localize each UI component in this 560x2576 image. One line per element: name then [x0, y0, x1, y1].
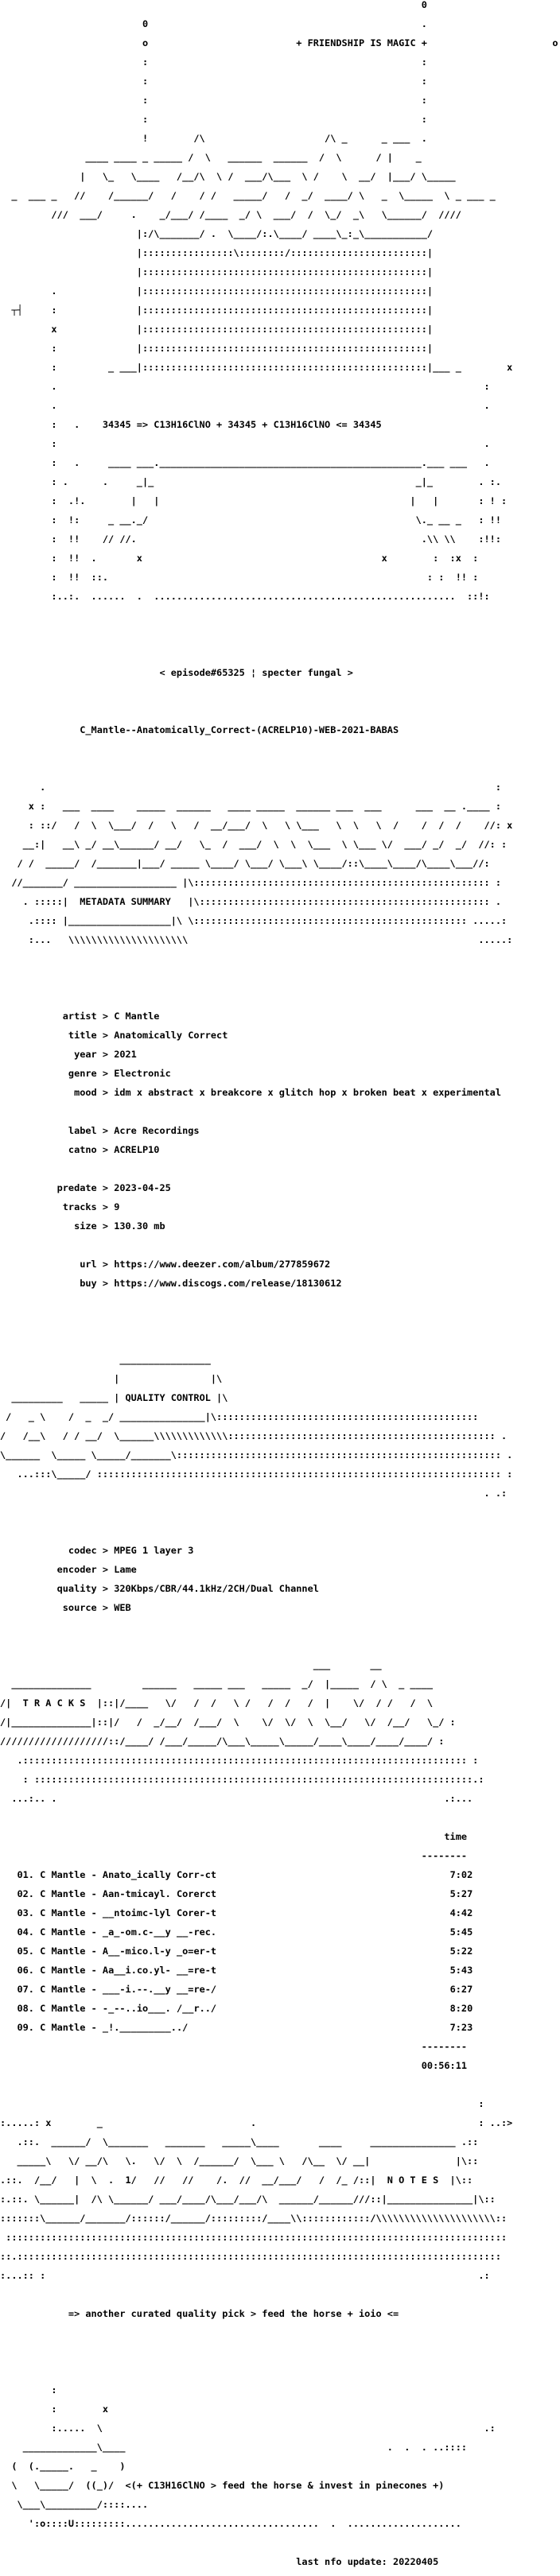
track-num: 03.	[17, 1907, 34, 1918]
nfo-document: 0 0 . o + FRIENDSHIP IS MAGIC + o : : : : : : : : ! /\ /\ _ _ ___ . ____ ____ _ _____ / \ ______ ______ / \ / | _ | \_ \____ /__/\ \ / ___/\___ \ / \ __/ |___/ \_____ _ ___ _ // /______/ / / / _____/ / _/ ____/ \ _ \_____ \ _ ___ _ /// ___/ . _/___/ /____ _/ \ ___/ / \_/ _\ \______/ //// |:/\_______/ . \____/:.\____/ ____\_:_\___________/ |::::::::::::::::\::::::::/::::::::::::::::::::::::| |::::::::::::::::::::::::::::::::::::::::::::::::::| . |::::::::::::::::::::::::::::::::::::::::::::::::::| ┬┤ : |::::::::::::::::::::::::::::::::::::::::::::::::::| x |::::::::::::::::::::::::::::::::::::::::::::::::::| : |::::::::::::::::::::::::::::::::::::::::::::::::::| : _ ___|::::::::::::::::::::::::::::::::::::::::::::::::::|___ _ x . : . . : . 34345 => C13H16ClNO + 34345 + C13H16ClNO <= 34345 : . : . ____ ___.______________________________________________.___ ___ . : . . _|_ _|_ . :. : .!. | | | | : ! : : !: _ __._/ \._ __ _ : !! : !! // //. .\\ \\ :!!: : !! . x x : :x : : !! ::. : : !! : :..:. ...... . ..................................................... ::!: < episode#65325 ¦ specter fungal > C_Mantle--Anatomically_Correct-(ACRELP10)-WEB-2021-BABAS . : x : ___ ____ _____ ______ ____ _____ ______ ___ ___ ___ __ .____ : : ::/ / \ \___/ / \ / __/___/ \ \ \___ \ \ \ / / / / //: x __:| __\ _/ __\______/ __/ \_ / ___/ \ \ \___ \ \___ \/ ___/ _/ _/ //: : / / _____/ /_______|___/ _____ \____/ \___/ \___\ \____/::\____\____/\____\___//: //_______/ __________________ |\:::::::::::::::::::::::::::::::::::::::::::::::::::: : . :::::| METADATA SUMMARY |\::::::::::::::::::::::::::::::::::::::::::::::::::: . .:::: |__________________|\ \:::::::::::::::::::::::::::::::::::::::::::::::: .....: :... \\\\\\\\\\\\\\\\\\\\\ .....: artist > C Mantle title > Anatomically Correct year > 2021 genre > Electronic mood > idm x abstract x breakcore x glitch hop x broken beat x experimental label > Acre Recordings catno > ACRELP10 predate > 2023-04-25 tracks > 9 size > 130.30 mb url > https://www.deezer.com/album/277859672 buy > https://www.discogs.com/release/18130612 ________________ | |\ _________ _____ | QUALITY CONTROL |\ / _ \ / _ _/ _______________|\:::::::::::::::::::::::::::::::::::::::::::::: / /__\ / / __/ \______\\\\\\\\\\\\\::::::::::::::::::::::::::::::::::::::::::::::: . \______ \_____ \_____/_______\::::::::::::::::::::::::::::::::::::::::::::::::::::::::: . ...:::\_____/ ::::::::::::::::::::::::::::::::::::::::::::::::::::::::::::::::::::::: : . .: codec > MPEG 1 layer 3 encoder > Lame quality > 320Kbps/CBR/44.1kHz/2CH/Dual Channel source > WEB ___ __ ______________ ______ _____ ___ _____ _/ |_____ / \ _ ____ /| T R A C K S |::|/____ \/ / / \ / / / / | \/ / / / \ /|______________|::|/ / _/__/ /___/ \ \/ \/ \ \__/ \/ /__/ \_/ : ///////////////////::/____/ /___/_____/\___\_____\_____/____\____/____/____/ : .:::::::::::::::::::::::::::::::::::::::::::::::::::::::::::::::::::::::::::::: : : :::::::::::::::::::::::::::::::::::::::::::::::::::::::::::::::::::::::::::::.: ...:.. . .:... time -------- 01. C Mantle - Anato_ically Corr-ct 7:02 02. C Mantle - Aan-tmicayl. Corerct 5:27 03. C Mantle - __ntoimc-lyl Corer-t 4:42 04. C Mantle - _a_-om.c-__y __-rec. 5:45 05. C Mantle - A__-mico.l-y _o=er-t 5:22 06. C Mantle - Aa__i.co.yl- __=re-t 5:43 07. C Mantle - ___-i.--.__y __=re-/ 6:27 08. C Mantle - -_--..io___. /__r../ 8:20 09. C Mantle - _!._________../ 7:23 -------- 00:56:11 : :.....: x _ . : ..:> .::. ______/ \_______ _______ _____\____ ____ _______________ .:: _____\ \/ __/\ \. \/ \ /______/ \___ \ /\__ \/ __| |\:: .::. /__/ | \ . 1/ // // /. // __/___/ / /_ /::| N O T E S |\:: :.::. \______| /\ \______/ ___/____/\___/___/\ ______/______///::|_______________|\:: :::::::\______/_______/::::::/______/:::::::::/____\\::::::::::::/\\\\\\\\\\\\\\\\\\\\\:: :::::::::::::::::::::::::::::::::::::::::::::::::::::::::::::::::::::::::::::::::::::::: ::.::::::::::::::::::::::::::::::::::::::::::::::::::::::::::::::::::::::::::::::::::::: :...:: : .: => another curated quality pick > feed the horse + ioio <= : : x :..... \ .: _____________\____ . . . ..:::: ( (._____. _ ) \ \_____/ ((_)/ <(+ C13H16ClNO > feed the horse & invest in pinecones +) \___\_________/::::.... ':o::::U:::::::::.................................. . .................... last nfo update: 20220405	[0, 0, 558, 2567]
meta-mood: idm x abstract x breakcore x glitch hop x broken beat x experimental	[114, 1087, 501, 1098]
track-time: 7:23	[449, 2022, 473, 2033]
footer-line: <(+ C13H16ClNO > feed the horse & invest in pinecones +)	[125, 2480, 445, 2491]
track-artist: C Mantle	[40, 1946, 86, 1957]
track-row: 04. C Mantle - _a_-om.c-__y __-rec. 5:45	[17, 1926, 473, 1938]
qc-encoder: Lame	[114, 1564, 137, 1575]
track-artist: C Mantle	[40, 2022, 86, 2033]
meta-size: 130.30 mb	[114, 1220, 165, 1232]
track-title: Aa__i.co.yl- __=re-t	[102, 1965, 217, 1976]
track-num: 08.	[17, 2003, 34, 2014]
track-artist: C Mantle	[40, 1965, 86, 1976]
track-title: _a_-om.c-__y __-rec.	[102, 1926, 217, 1938]
track-row: 07. C Mantle - ___-i.--.__y __=re-/ 6:27	[17, 1984, 473, 1995]
track-num: 04.	[17, 1926, 34, 1938]
track-artist: C Mantle	[40, 1984, 86, 1995]
track-num: 05.	[17, 1946, 34, 1957]
track-num: 07.	[17, 1984, 34, 1995]
track-title: -_--..io___. /__r../	[102, 2003, 217, 2014]
track-row: 06. C Mantle - Aa__i.co.yl- __=re-t 5:43	[17, 1965, 473, 1976]
track-time: 4:42	[449, 1907, 473, 1918]
meta-label: Acre Recordings	[114, 1125, 200, 1136]
track-artist: C Mantle	[40, 1888, 86, 1899]
release-name: C_Mantle--Anatomically_Correct-(ACRELP10)-WEB-2021-BABAS	[80, 724, 399, 735]
time-header: time	[444, 1831, 468, 1842]
track-num: 01.	[17, 1869, 34, 1880]
meta-artist: C Mantle	[114, 1011, 160, 1022]
track-row: 01. C Mantle - Anato_ically Corr-ct 7:02	[17, 1869, 473, 1880]
meta-catno: ACRELP10	[114, 1144, 160, 1155]
track-title: Anato_ically Corr-ct	[102, 1869, 217, 1880]
track-artist: C Mantle	[40, 1926, 86, 1938]
tracks-title: T R A C K S	[22, 1697, 86, 1709]
track-row: 08. C Mantle - -_--..io___. /__r../ 8:20	[17, 2003, 473, 2014]
notes-text: => another curated quality pick > feed the horse + ioio <=	[68, 2308, 399, 2319]
track-time: 7:02	[449, 1869, 473, 1880]
metadata-title: METADATA SUMMARY	[80, 896, 171, 907]
track-time: 5:45	[449, 1926, 473, 1938]
track-time: 6:27	[449, 1984, 473, 1995]
track-title: A__-mico.l-y _o=er-t	[102, 1946, 217, 1957]
track-title: _!._________../	[102, 2022, 189, 2033]
track-artist: C Mantle	[40, 1869, 86, 1880]
track-title: __ntoimc-lyl Corer-t	[102, 1907, 217, 1918]
track-num: 06.	[17, 1965, 34, 1976]
track-row: 09. C Mantle - _!._________../ 7:23	[17, 2022, 473, 2033]
notes-title: N O T E S	[387, 2174, 439, 2186]
meta-year: 2021	[114, 1049, 137, 1060]
meta-url[interactable]: https://www.deezer.com/album/277859672	[114, 1259, 331, 1270]
track-time: 8:20	[449, 2003, 473, 2014]
meta-genre: Electronic	[114, 1068, 171, 1079]
meta-predate: 2023-04-25	[114, 1182, 171, 1193]
track-title: Aan-tmicayl. Corerct	[102, 1888, 217, 1899]
track-row: 02. C Mantle - Aan-tmicayl. Corerct 5:27	[17, 1888, 473, 1899]
track-artist: C Mantle	[40, 1907, 86, 1918]
meta-buy[interactable]: https://www.discogs.com/release/18130612	[114, 1278, 342, 1289]
track-row: 05. C Mantle - A__-mico.l-y _o=er-t 5:22	[17, 1946, 473, 1957]
equation: 34345 => C13H16ClNO + 34345 + C13H16ClNO <= 34345	[102, 419, 382, 430]
track-row: 03. C Mantle - __ntoimc-lyl Corer-t 4:42	[17, 1907, 473, 1918]
track-time: 5:43	[449, 1965, 473, 1976]
total-time: 00:56:11	[421, 2060, 468, 2071]
quality-title: QUALITY CONTROL	[125, 1392, 211, 1403]
meta-title: Anatomically Correct	[114, 1030, 228, 1041]
episode-line: < episode#65325 ¦ specter fungal >	[159, 667, 353, 678]
track-artist: C Mantle	[40, 2003, 86, 2014]
track-time: 5:27	[449, 1888, 473, 1899]
last-update: last nfo update: 20220405	[296, 2556, 439, 2567]
track-time: 5:22	[449, 1946, 473, 1957]
track-num: 09.	[17, 2022, 34, 2033]
track-num: 02.	[17, 1888, 34, 1899]
qc-codec: MPEG 1 layer 3	[114, 1545, 194, 1556]
qc-quality: 320Kbps/CBR/44.1kHz/2CH/Dual Channel	[114, 1583, 319, 1594]
banner-text: + FRIENDSHIP IS MAGIC +	[296, 37, 427, 48]
qc-source: WEB	[114, 1602, 131, 1613]
track-title: ___-i.--.__y __=re-/	[102, 1984, 217, 1995]
meta-tracks: 9	[114, 1201, 120, 1212]
